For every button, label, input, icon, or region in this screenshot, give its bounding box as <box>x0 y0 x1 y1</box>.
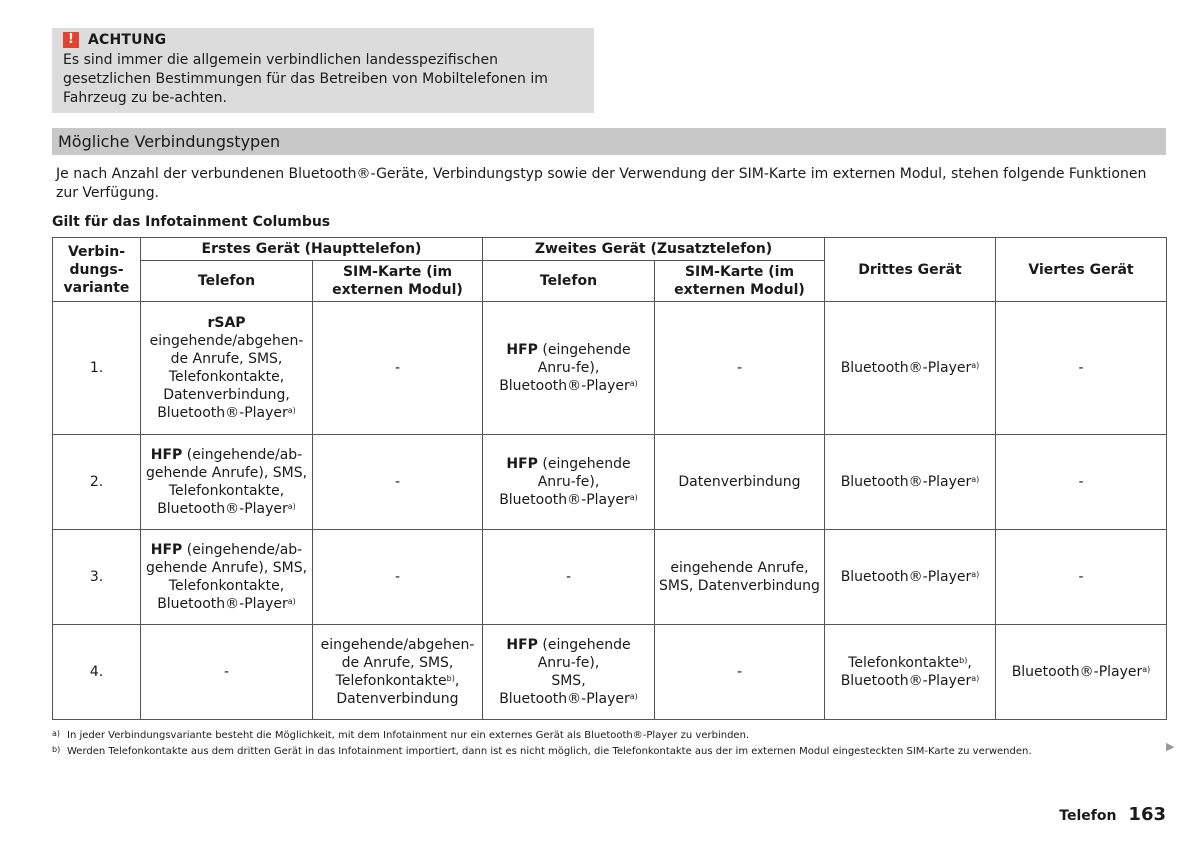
second-phone-cell <box>483 625 655 720</box>
variant-cell: 3. <box>53 530 141 625</box>
header-variant: Verbin-dungs-variante <box>53 238 141 302</box>
table-subheading: Gilt für das Infotainment Columbus <box>52 214 331 230</box>
third-device-cell <box>825 302 996 435</box>
exclamation-icon: ! <box>63 32 79 48</box>
footnote-a-marker: a) <box>629 692 638 701</box>
header-second-sim: SIM-Karte (im externen Modul) <box>655 261 825 302</box>
fourth-device-cell: - <box>996 530 1167 625</box>
data-connection-text: Datenverbindung <box>336 691 459 707</box>
triangle-right-icon: ▶ <box>1166 740 1175 753</box>
bt-player-text: Bluetooth®-Player <box>1011 664 1143 680</box>
footnote-a-marker: a) <box>1142 665 1151 674</box>
footnote-text: Werden Telefonkontakte aus dem dritten Gerät in das Infotainment importiert, dann ist es nicht möglich, die Telefonkontakte aus der im externen Modul eingesteckten SIM-Karte zu verwenden. <box>67 746 1032 757</box>
bt-player-text: Bluetooth®-Player <box>840 673 972 689</box>
second-phone-cell <box>483 435 655 530</box>
hfp-label: HFP <box>150 542 183 558</box>
header-first-device: Erstes Gerät (Haupttelefon) <box>141 238 483 261</box>
bt-player-text: Bluetooth®-Player <box>499 378 630 394</box>
footnotes <box>52 728 1162 760</box>
header-second-phone: Telefon <box>483 261 655 302</box>
warning-text: Es sind immer die allgemein verbindlichen landesspezifischen gesetzlichen Bestimmungen für das Betreiben von Mobiltelefonen im Fahrzeug zu be-achten. <box>63 52 548 106</box>
second-sim-cell: - <box>655 625 825 720</box>
connection-types-table <box>52 237 1167 720</box>
fourth-device-cell: - <box>996 435 1167 530</box>
page-number: 163 <box>1128 804 1166 825</box>
bt-player-text: Bluetooth®-Player <box>499 691 630 707</box>
fourth-device-cell <box>996 625 1167 720</box>
contacts-text: Telefonkontakte <box>848 655 960 671</box>
third-device-cell <box>825 435 996 530</box>
third-device-cell: Telefonkontakte$^{b)}$, Bluetooth®-Player$^{a)}$ <box>825 625 996 720</box>
first-sim-cell: - <box>313 435 483 530</box>
hfp-label: HFP <box>150 447 183 463</box>
first-sim-text: eingehende/abgehen-de Anrufe, SMS, Telefonkontakte <box>320 637 475 689</box>
second-sim-cell: - <box>655 302 825 435</box>
footnote-a-marker: a) <box>629 493 638 502</box>
hfp-text: (eingehende/ab-gehende Anrufe), SMS, Telefonkontakte, Bluetooth®-Player <box>145 542 308 612</box>
fourth-device-cell: - <box>996 302 1167 435</box>
warning-header <box>63 30 594 50</box>
footnote-b-marker: b) <box>959 656 968 665</box>
footnote-a-marker: a) <box>971 674 980 683</box>
hfp-label: HFP <box>506 637 538 653</box>
header-first-phone: Telefon <box>141 261 313 302</box>
header-third-device: Drittes Gerät <box>825 238 996 302</box>
rsap-label: rSAP <box>207 315 246 331</box>
footnote-a-marker: a) <box>287 502 296 511</box>
second-phone-cell <box>483 302 655 435</box>
first-sim-cell: - <box>313 530 483 625</box>
table-row <box>53 530 1167 625</box>
variant-cell: 1. <box>53 302 141 435</box>
first-sim-cell: eingehende/abgehen-de Anrufe, SMS, Telefonkontakte$^{b)}$, Datenverbindung <box>313 625 483 720</box>
table-row <box>53 435 1167 530</box>
bt-player-text: Bluetooth®-Player <box>840 360 972 376</box>
table-row <box>53 302 1167 435</box>
footnote-text: In jeder Verbindungsvariante besteht die Möglichkeit, mit dem Infotainment nur ein externes Gerät als Bluetooth®-Player zu verbinden. <box>67 730 750 741</box>
sms-text: SMS, <box>551 673 586 689</box>
footnote-a <box>52 728 1162 744</box>
first-sim-cell: - <box>313 302 483 435</box>
page-footer <box>1059 804 1166 825</box>
bt-player-text: Bluetooth®-Player <box>840 569 972 585</box>
footnote-b <box>52 744 1162 760</box>
first-phone-cell: - <box>141 625 313 720</box>
footnote-a-marker: a) <box>971 570 980 579</box>
chapter-title: Telefon <box>1059 808 1117 824</box>
bt-player-text: Bluetooth®-Player <box>840 474 972 490</box>
first-phone-cell <box>141 435 313 530</box>
first-phone-cell <box>141 302 313 435</box>
variant-cell: 2. <box>53 435 141 530</box>
header-second-device: Zweites Gerät (Zusatztelefon) <box>483 238 825 261</box>
hfp-text: (eingehende Anru-fe), <box>537 637 631 671</box>
footnote-b-marker: b) <box>446 674 455 683</box>
intro-text: Je nach Anzahl der verbundenen Bluetooth®-Geräte, Verbindungstyp sowie der Verwendung der SIM-Karte im externen Modul, stehen folgende Funktionen zur Verfügung. <box>56 166 1147 201</box>
footnote-a-marker: a) <box>629 379 638 388</box>
hfp-text: (eingehende Anru-fe), <box>537 456 631 490</box>
third-device-cell <box>825 530 996 625</box>
warning-title: ACHTUNG <box>88 32 167 48</box>
hfp-label: HFP <box>506 342 538 358</box>
bt-player-text: Bluetooth®-Player <box>499 492 630 508</box>
footnote-label: b) <box>52 745 61 754</box>
section-title: Mögliche Verbindungstypen <box>52 128 1166 155</box>
header-first-sim: SIM-Karte (im externen Modul) <box>313 261 483 302</box>
hfp-text: (eingehende Anru-fe), <box>537 342 631 376</box>
table-row <box>53 625 1167 720</box>
second-sim-cell: Datenverbindung <box>655 435 825 530</box>
hfp-label: HFP <box>506 456 538 472</box>
second-sim-cell: eingehende Anrufe, SMS, Datenverbindung <box>655 530 825 625</box>
second-phone-cell: - <box>483 530 655 625</box>
variant-cell: 4. <box>53 625 141 720</box>
first-phone-text: eingehende/abgehen-de Anrufe, SMS, Telefonkontakte, Datenverbindung, Bluetooth®-Player <box>149 333 304 421</box>
footnote-a-marker: a) <box>287 597 296 606</box>
footnote-a-marker: a) <box>971 361 980 370</box>
hfp-text: (eingehende/ab-gehende Anrufe), SMS, Telefonkontakte, Bluetooth®-Player <box>145 447 308 517</box>
warning-box <box>52 28 594 113</box>
first-phone-cell <box>141 530 313 625</box>
footnote-a-marker: a) <box>287 406 296 415</box>
footnote-a-marker: a) <box>971 475 980 484</box>
header-fourth-device: Viertes Gerät <box>996 238 1167 302</box>
footnote-label: a) <box>52 729 61 738</box>
